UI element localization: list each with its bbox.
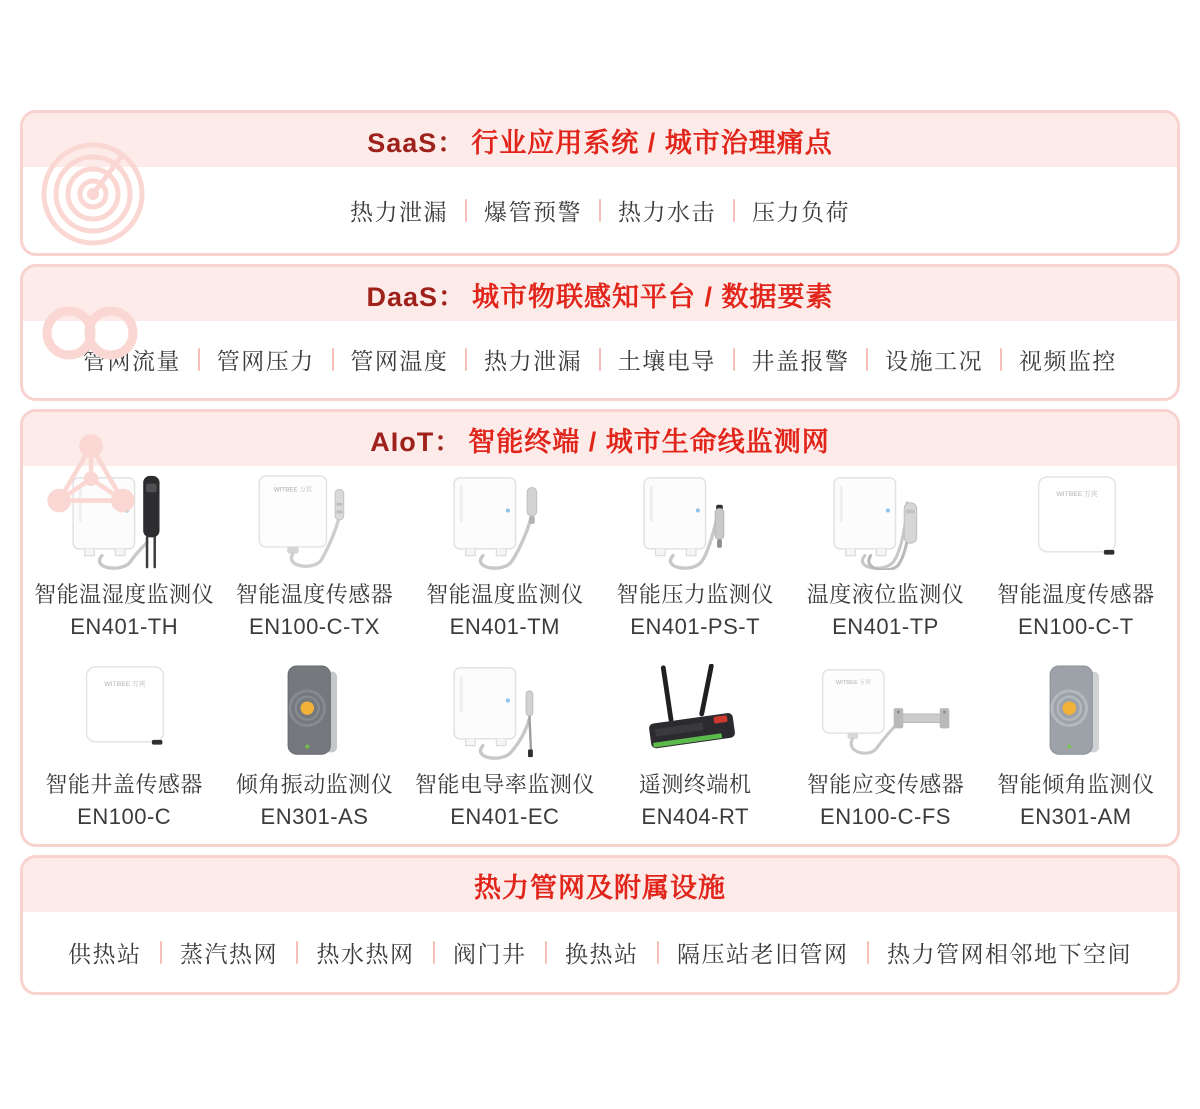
saas-header-band (23, 113, 1177, 167)
device-photo-strain-sensor (805, 664, 965, 760)
item-divider (733, 348, 735, 371)
facility-item: 换热站 (565, 940, 639, 967)
daas-title-text: 城市物联感知平台 / 数据要素 (472, 281, 834, 312)
saas-title-text: 行业应用系统 / 城市治理痛点 (471, 127, 833, 158)
device-photo-temp-logger (425, 474, 585, 570)
item-divider (160, 941, 162, 964)
item-divider (657, 941, 659, 964)
device-model: EN401-PS-T (630, 614, 761, 639)
daas-item: 管网温度 (350, 348, 449, 374)
item-divider (433, 941, 435, 964)
item-divider (332, 348, 334, 371)
daas-body (23, 321, 1177, 398)
device-name: 智能应变传感器 (806, 772, 965, 797)
device-model: EN301-AS (260, 804, 369, 829)
facilities-body (23, 912, 1177, 992)
device-name: 智能温度传感器 (997, 582, 1155, 607)
device-card (410, 664, 600, 830)
device-name: 智能温度监测仪 (426, 582, 584, 607)
aiot-title (370, 420, 830, 459)
device-model: EN100-C-FS (820, 804, 951, 829)
item-divider (198, 348, 200, 371)
device-card (790, 664, 980, 830)
item-divider (866, 348, 868, 371)
device-model: EN100-C-T (1017, 614, 1134, 639)
item-divider (599, 348, 601, 371)
device-card (600, 474, 790, 640)
facilities-items (23, 936, 1177, 969)
device-photo-manhole-sensor (44, 664, 204, 760)
device-model: EN100-C-TX (249, 614, 380, 639)
saas-title (367, 121, 833, 160)
device-model: EN401-TP (832, 614, 939, 639)
device-photo-temp-sensor-tx (234, 474, 394, 570)
panel-facilities (20, 855, 1180, 995)
item-divider (1000, 348, 1002, 371)
daas-header-band (23, 267, 1177, 321)
facilities-title-text: 热力管网及附属设施 (474, 872, 726, 903)
facilities-title (474, 866, 726, 905)
device-card (29, 664, 219, 830)
facilities-header-band (23, 858, 1177, 912)
device-model: EN404-RT (641, 804, 749, 829)
device-name: 智能压力监测仪 (616, 582, 774, 607)
aiot-header-band (23, 412, 1177, 466)
saas-title-prefix: SaaS： (367, 127, 466, 158)
facility-item: 隔压站老旧管网 (677, 940, 849, 967)
saas-items (23, 194, 1177, 227)
saas-item: 热力水击 (618, 198, 716, 225)
facility-item: 供热站 (68, 940, 142, 967)
saas-item: 爆管预警 (484, 198, 582, 225)
device-photo-temp-level-logger (805, 474, 965, 570)
device-name: 智能温度传感器 (235, 582, 394, 607)
item-divider (465, 348, 467, 371)
device-model: EN401-TM (449, 614, 560, 639)
daas-title-prefix: DaaS： (366, 281, 467, 312)
facility-item: 蒸汽热网 (180, 940, 278, 967)
panel-aiot (20, 409, 1180, 847)
device-card (29, 474, 219, 640)
device-card (790, 474, 980, 640)
device-name: 智能温湿度监测仪 (34, 582, 215, 607)
device-photo-rtu-terminal (615, 664, 775, 760)
daas-item: 管网压力 (216, 348, 315, 374)
panel-daas (20, 264, 1180, 401)
aiot-body (23, 466, 1177, 844)
aiot-title-text: 智能终端 / 城市生命线监测网 (468, 426, 830, 457)
device-model: EN401-EC (450, 804, 560, 829)
daas-item: 土壤电导 (617, 348, 716, 374)
device-photo-conductivity-logger (425, 664, 585, 760)
device-card (600, 664, 790, 830)
device-card (410, 474, 600, 640)
device-card (219, 664, 409, 830)
item-divider (599, 199, 601, 222)
daas-item: 井盖报警 (751, 348, 850, 374)
panel-saas (20, 110, 1180, 256)
device-name: 智能电导率监测仪 (414, 772, 595, 797)
device-card (981, 474, 1171, 640)
facility-item: 热力管网相邻地下空间 (887, 940, 1132, 967)
item-divider (545, 941, 547, 964)
item-divider (733, 199, 735, 222)
saas-item: 热力泄漏 (350, 198, 448, 225)
device-model: EN301-AM (1020, 804, 1132, 829)
device-photo-temp-humidity-logger (44, 474, 204, 570)
device-card (981, 664, 1171, 830)
facility-item: 热水热网 (316, 940, 415, 967)
daas-item: 热力泄漏 (484, 348, 583, 374)
item-divider (867, 941, 869, 964)
device-card (219, 474, 409, 640)
daas-title (366, 275, 833, 314)
device-model: EN100-C (77, 804, 172, 829)
device-photo-pressure-logger (615, 474, 775, 570)
device-grid (23, 466, 1177, 844)
device-model: EN401-TH (70, 614, 179, 639)
saas-item: 压力负荷 (752, 198, 850, 225)
item-divider (296, 941, 298, 964)
device-photo-tilt-vibration-sensor (234, 664, 394, 760)
aiot-title-prefix: AIoT： (370, 426, 463, 457)
daas-item: 设施工况 (885, 348, 984, 374)
device-name: 遥测终端机 (638, 772, 752, 797)
daas-item: 视频监控 (1018, 348, 1117, 374)
daas-item: 管网流量 (83, 348, 181, 374)
device-photo-tilt-monitor (996, 664, 1156, 760)
device-name: 温度液位监测仪 (806, 582, 965, 607)
facility-item: 阀门井 (453, 940, 527, 967)
daas-items (23, 343, 1177, 376)
saas-body (23, 167, 1177, 253)
item-divider (465, 199, 467, 222)
device-photo-temp-sensor-t (996, 474, 1156, 570)
device-name: 智能井盖传感器 (45, 772, 203, 797)
device-name: 智能倾角监测仪 (997, 772, 1155, 797)
device-name: 倾角振动监测仪 (235, 772, 394, 797)
